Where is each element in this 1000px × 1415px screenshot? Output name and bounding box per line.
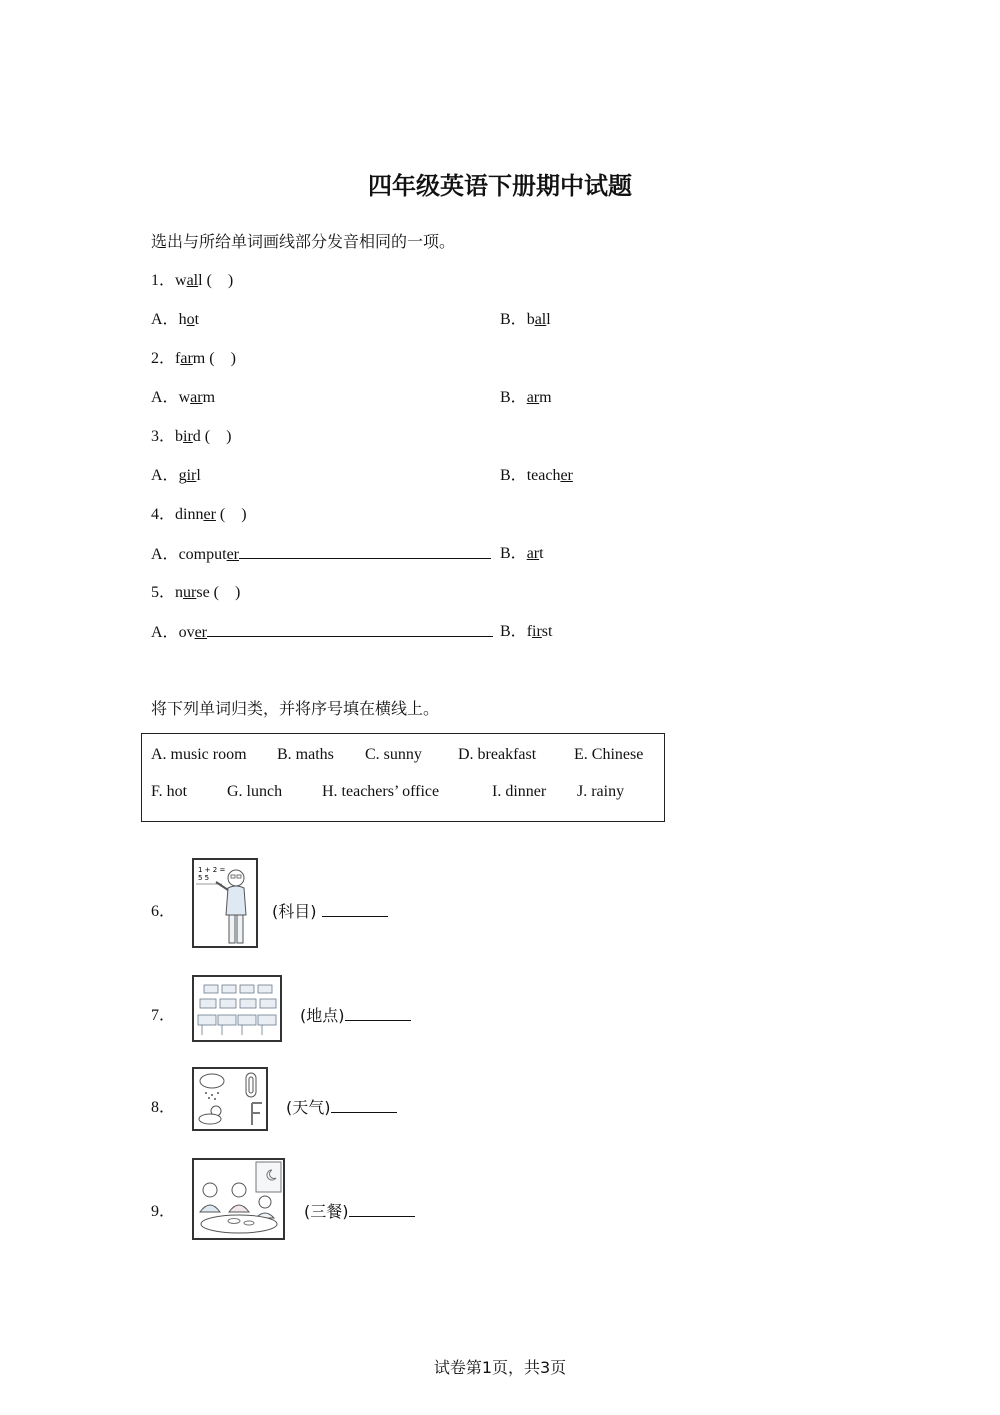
music-room-picture [192,975,282,1042]
option-a[interactable]: A．warm [151,389,216,406]
item-label: (地点) [300,1006,411,1026]
page-footer: 试卷第1页，共3页 [433,1358,567,1377]
teacher-picture [192,858,258,948]
item-number: 9． [151,1203,176,1220]
underlined-part: o [186,311,195,328]
underlined-part: ir [186,467,197,484]
question-number: 4． [151,506,176,523]
underlined-part: al [186,272,199,289]
word-bank-option: A. music room [151,746,247,763]
svg-text:1 + 2 =: 1 + 2 = [198,866,226,874]
section2-instruction: 将下列单词归类，并将序号填在横线上。 [151,699,440,718]
question-stem: 3．bird ( ) [151,428,232,445]
word-bank-option: B. maths [277,746,334,763]
question-stem: 2．farm ( ) [151,350,236,367]
underlined-part: ir [532,623,542,640]
fill-line [239,544,491,559]
question-stem: 5．nurse ( ) [151,584,241,601]
question-stem: 1．wall ( ) [151,272,234,289]
answer-parentheses[interactable]: ( ) [200,428,232,445]
answer-blank[interactable] [349,1202,415,1217]
option-a[interactable]: A．computer [151,544,491,565]
question-stem: 4．dinner ( ) [151,506,247,523]
option-a[interactable]: A．girl [151,467,201,484]
underlined-part: er [560,467,573,484]
answer-blank[interactable] [345,1006,411,1021]
underlined-part: ir [183,428,193,445]
option-b[interactable]: B．art [500,545,544,562]
item-number: 8． [151,1099,176,1116]
option-b[interactable]: B．first [500,623,553,640]
section1-instruction: 选出与所给单词画线部分发音相同的一项。 [151,232,456,251]
fill-line [207,622,493,637]
word-bank-option: G. lunch [227,783,283,800]
answer-parentheses[interactable]: ( ) [209,584,241,601]
underlined-part: er [203,506,216,523]
underlined-part: al [534,311,547,328]
option-a[interactable]: A．hot [151,311,200,328]
svg-text:5 5: 5 5 [198,874,210,882]
word-bank-option: E. Chinese [574,746,644,763]
option-b[interactable]: B．ball [500,311,551,328]
answer-parentheses[interactable]: ( ) [215,506,247,523]
underlined-part: er [194,624,207,641]
underlined-part: ur [183,584,197,601]
page-title: 四年级英语下册期中试题 [368,172,632,200]
underlined-part: ar [526,545,540,562]
word-bank-option: D. breakfast [458,746,537,763]
word-bank-option: J. rainy [577,783,625,800]
item-number: 7． [151,1007,176,1024]
item-number: 6． [151,903,176,920]
question-number: 3． [151,428,176,445]
option-b[interactable]: B．arm [500,389,552,406]
word-bank-option: I. dinner [492,783,547,800]
item-label: (三餐) [304,1202,415,1222]
option-a[interactable]: A．over [151,622,493,643]
answer-blank[interactable] [322,902,388,917]
underlined-part: er [226,546,239,563]
answer-blank[interactable] [331,1098,397,1113]
weather-picture [192,1067,268,1131]
question-number: 5． [151,584,176,601]
word-bank-option: H. teachers’ office [322,783,440,800]
underlined-part: ar [180,350,193,367]
question-number: 1． [151,272,176,289]
underlined-part: ar [190,389,203,406]
family-dinner-picture [192,1158,285,1240]
item-label: (天气) [286,1098,397,1118]
question-number: 2． [151,350,176,367]
underlined-part: ar [526,389,540,406]
item-label: (科目) [272,902,388,922]
answer-parentheses[interactable]: ( ) [202,272,234,289]
option-b[interactable]: B．teacher [500,467,573,484]
word-bank-option: C. sunny [365,746,422,763]
word-bank-option: F. hot [151,783,188,800]
answer-parentheses[interactable]: ( ) [205,350,236,367]
